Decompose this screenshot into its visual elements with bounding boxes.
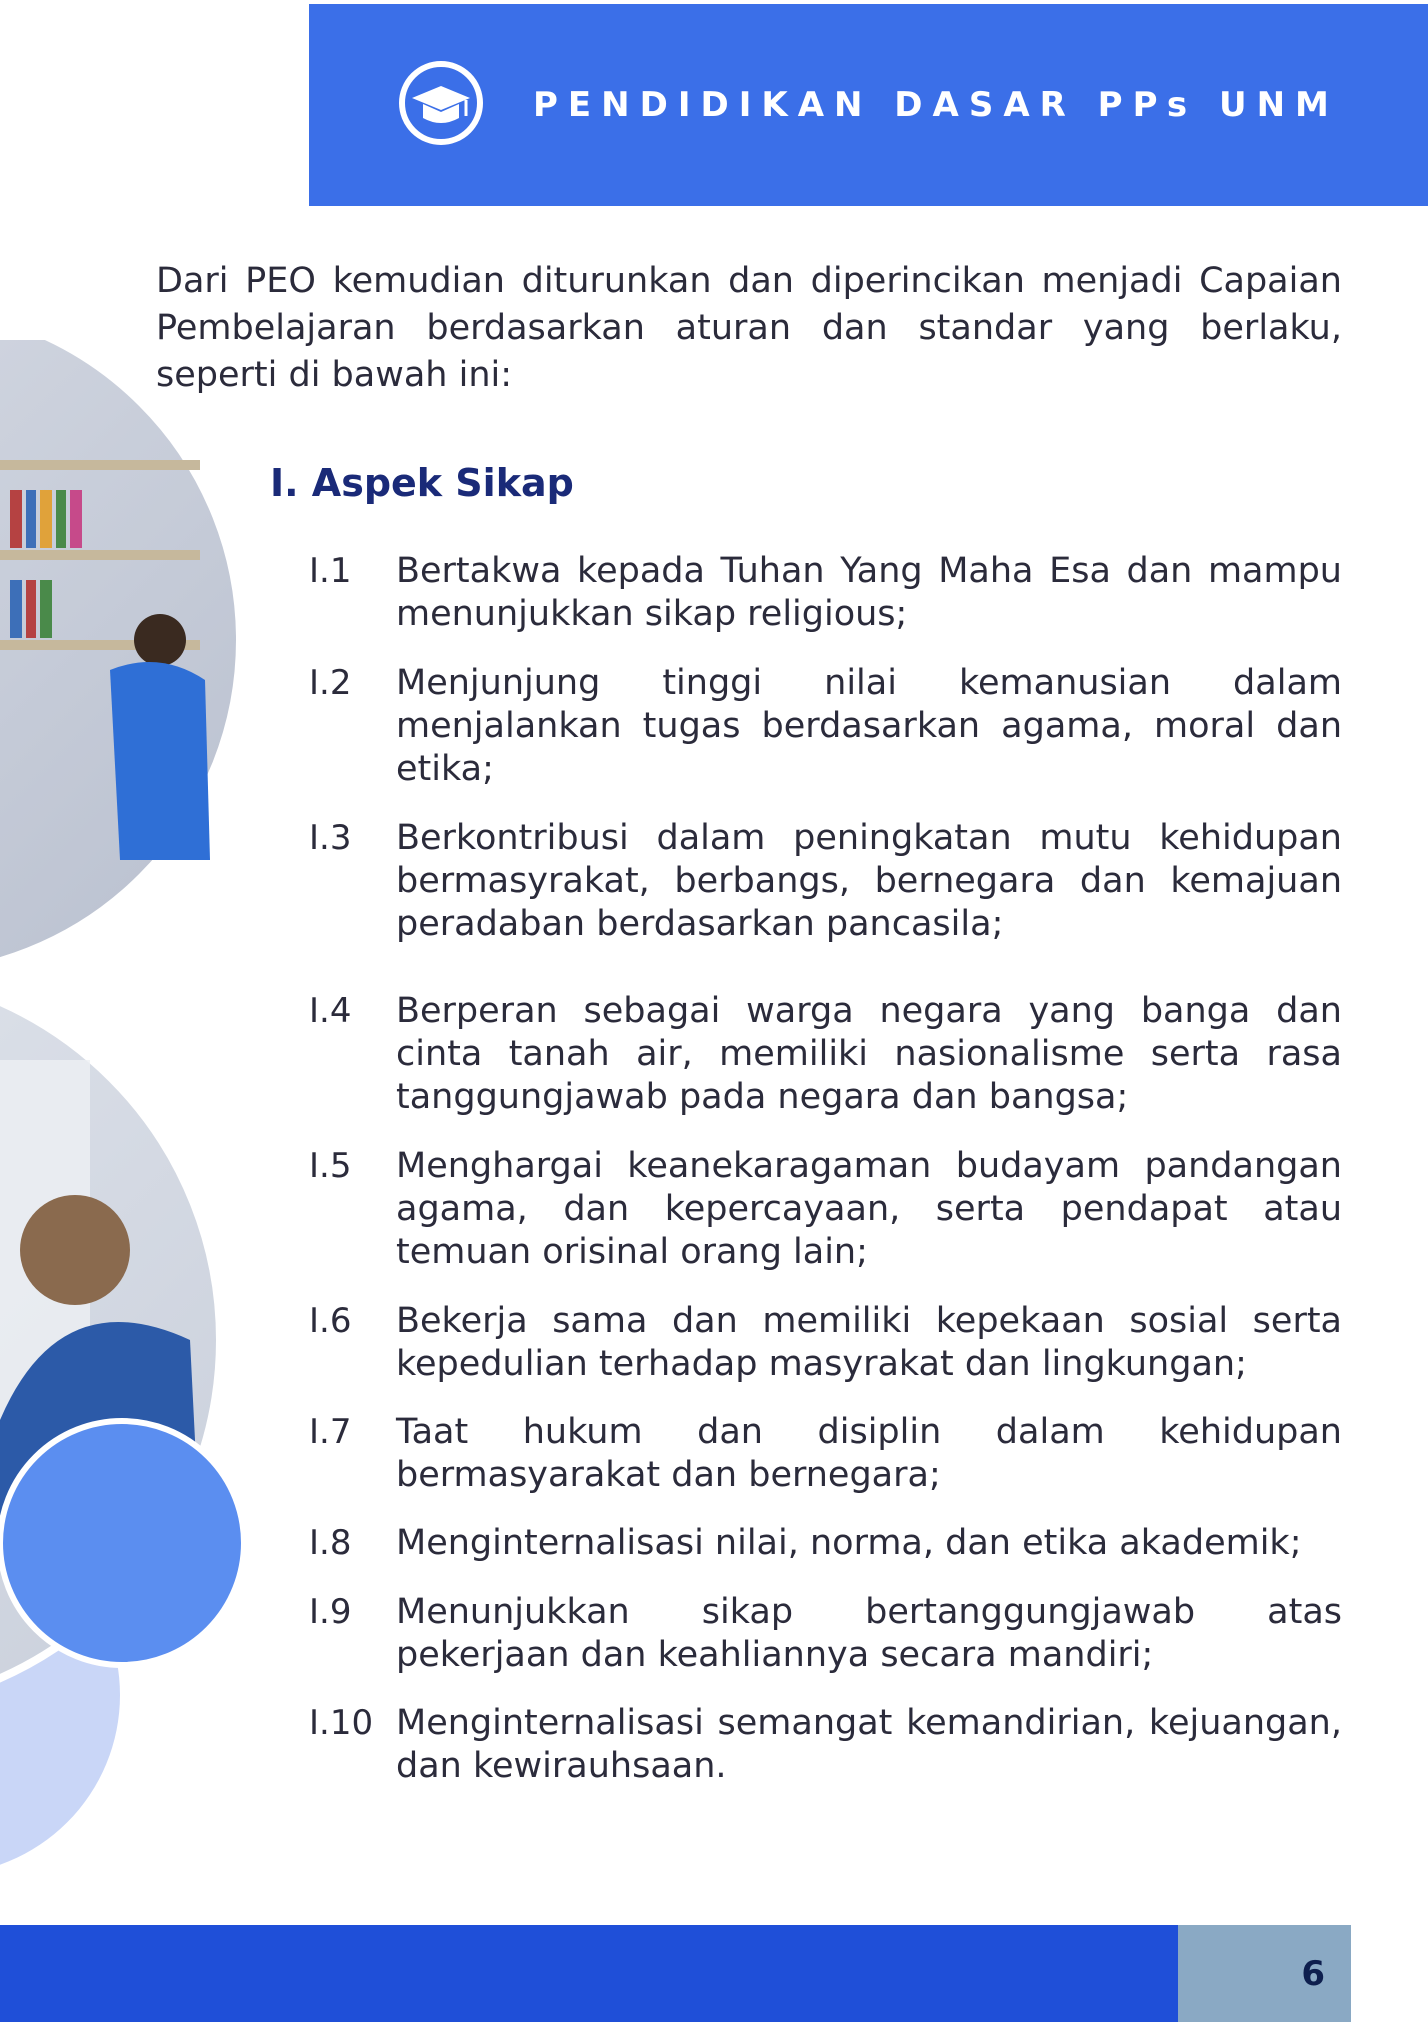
- footer-band: [0, 1925, 1178, 2022]
- page-number: 6: [1301, 1954, 1325, 1994]
- item-number: I.4: [309, 991, 352, 1031]
- item-number: I.7: [309, 1412, 352, 1452]
- item-number: I.1: [309, 551, 352, 591]
- item-text: Bertakwa kepada Tuhan Yang Maha Esa dan mampu menunjukkan sikap religious;: [396, 551, 1342, 634]
- graduation-cap-icon: [398, 60, 484, 146]
- item-text: Menjunjung tinggi nilai kemanusian dalam menjalankan tugas berdasarkan agama, moral dan etika;: [396, 663, 1342, 789]
- item-number: I.2: [309, 663, 352, 703]
- item-text: Bekerja sama dan memiliki kepekaan sosial serta kepedulian terhadap masyrakat dan lingkungan;: [396, 1301, 1342, 1384]
- page-number-box: [1178, 1925, 1351, 2022]
- section-title: I. Aspek Sikap: [270, 461, 574, 505]
- item-text: Menginternalisasi semangat kemandirian, kejuangan, dan kewirauhsaan.: [396, 1703, 1342, 1786]
- item-text: Menunjukkan sikap bertanggungjawab atas pekerjaan dan keahliannya secara mandiri;: [396, 1592, 1342, 1675]
- intro-paragraph: Dari PEO kemudian diturunkan dan diperincikan menjadi Capaian Pembelajaran berdasarkan aturan dan standar yang berlaku, seperti di bawah ini:: [156, 261, 1342, 395]
- item-number: I.8: [309, 1523, 352, 1563]
- item-number: I.9: [309, 1592, 352, 1632]
- item-number: I.3: [309, 818, 352, 858]
- item-number: I.5: [309, 1146, 352, 1186]
- item-text: Menginternalisasi nilai, norma, dan etika akademik;: [396, 1523, 1302, 1563]
- item-text: Berperan sebagai warga negara yang banga dan cinta tanah air, memiliki nasionalisme serta rasa tanggungjawab pada negara dan bangsa;: [396, 991, 1342, 1117]
- item-text: Berkontribusi dalam peningkatan mutu kehidupan bermasyrakat, berbangs, bernegara dan kemajuan peradaban berdasarkan pancasila;: [396, 818, 1342, 944]
- item-number: I.10: [309, 1703, 374, 1743]
- item-text: Taat hukum dan disiplin dalam kehidupan bermasyarakat dan bernegara;: [396, 1412, 1342, 1495]
- decorative-photo-collage: [0, 340, 260, 1900]
- header-title: PENDIDIKAN DASAR PPs UNM: [533, 85, 1339, 125]
- item-number: I.6: [309, 1301, 352, 1341]
- item-text: Menghargai keanekaragaman budayam pandangan agama, dan kepercayaan, serta pendapat atau temuan orisinal orang lain;: [396, 1146, 1342, 1272]
